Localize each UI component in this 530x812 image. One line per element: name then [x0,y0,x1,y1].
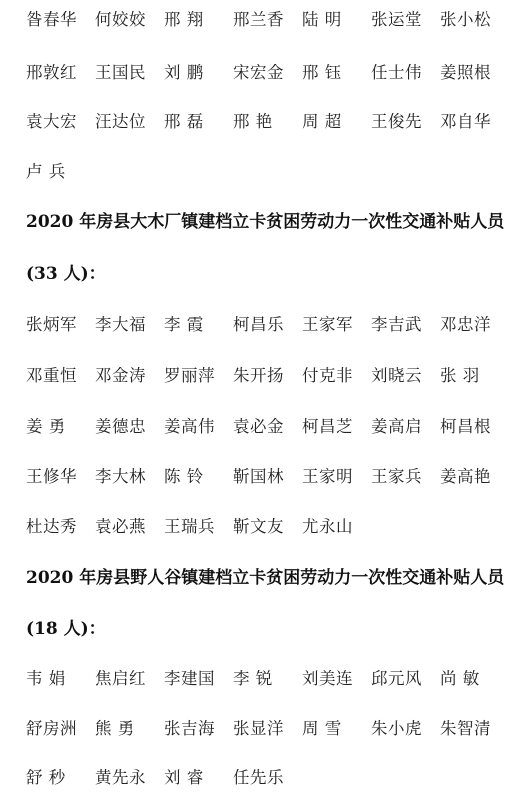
person-name: 李吉武 [371,315,422,334]
name-row [26,61,509,85]
person-name: 焦启红 [95,669,146,688]
section-count: (18 人)： [26,619,106,639]
person-name: 张炳军 [26,315,77,334]
person-name: 陈 铃 [164,467,204,486]
person-name: 柯昌根 [440,417,491,436]
person-name: 刘 睿 [164,768,204,787]
person-name: 姜高艳 [440,467,491,486]
name-row [26,110,509,134]
person-name: 张小松 [440,10,491,29]
person-name: 刘美连 [302,669,353,688]
person-name: 邢敦红 [26,63,77,82]
name-row [26,415,509,439]
person-name: 陆 明 [302,10,342,29]
person-name: 刘晓云 [371,366,422,385]
person-name: 姜德忠 [95,417,146,436]
person-name: 舒房洲 [26,719,77,738]
person-name: 姜照根 [440,63,491,82]
person-name: 张显洋 [233,719,284,738]
person-name: 尚 敏 [440,669,480,688]
section-title: 2020 年房县大木厂镇建档立卡贫困劳动力一次性交通补贴人员 [26,212,505,232]
person-name: 靳国林 [233,467,284,486]
person-name: 李大福 [95,315,146,334]
person-name: 姜 勇 [26,417,66,436]
person-name: 任先乐 [233,768,284,787]
person-name: 付克非 [302,366,353,385]
person-name: 王国民 [95,63,146,82]
person-name: 邓重恒 [26,366,77,385]
person-name: 柯昌乐 [233,315,284,334]
person-name: 周 超 [302,112,342,131]
person-name: 昝春华 [26,10,77,29]
person-name: 任士伟 [371,63,422,82]
person-name: 李 霞 [164,315,204,334]
person-name: 尤永山 [302,517,353,536]
name-row [26,160,95,184]
person-name: 黄先永 [95,768,146,787]
person-name: 朱开扬 [233,366,284,385]
person-name: 王瑞兵 [164,517,215,536]
person-name: 王家兵 [371,467,422,486]
person-name: 邓金涛 [95,366,146,385]
person-name: 王家明 [302,467,353,486]
name-row [26,515,371,539]
name-row [26,766,302,790]
person-name: 李 锐 [233,669,273,688]
person-name: 周 雪 [302,719,342,738]
person-name: 王修华 [26,467,77,486]
name-row [26,667,509,691]
person-name: 何姣姣 [95,10,146,29]
person-name: 邢 钰 [302,63,342,82]
name-row [26,364,509,388]
person-name: 杜达秀 [26,517,77,536]
person-name: 舒 秒 [26,768,66,787]
name-row [26,717,509,741]
section-title: 2020 年房县野人谷镇建档立卡贫困劳动力一次性交通补贴人员 [26,568,505,588]
name-row [26,465,509,489]
person-name: 刘 鹏 [164,63,204,82]
person-name: 熊 勇 [95,719,135,738]
person-name: 袁大宏 [26,112,77,131]
person-name: 罗丽萍 [164,366,215,385]
person-name: 靳文友 [233,517,284,536]
person-name: 邓自华 [440,112,491,131]
person-name: 李建国 [164,669,215,688]
person-name: 邢 磊 [164,112,204,131]
name-row [26,8,509,32]
person-name: 张吉海 [164,719,215,738]
person-name: 袁必金 [233,417,284,436]
person-name: 朱智清 [440,719,491,738]
person-name: 韦 娟 [26,669,66,688]
person-name: 张 羽 [440,366,480,385]
person-name: 汪达位 [95,112,146,131]
person-name: 朱小虎 [371,719,422,738]
person-name: 邢 艳 [233,112,273,131]
name-row [26,313,509,337]
person-name: 姜高伟 [164,417,215,436]
person-name: 李大林 [95,467,146,486]
person-name: 邓忠洋 [440,315,491,334]
person-name: 王俊先 [371,112,422,131]
section-count: (33 人)： [26,264,106,284]
person-name: 张运堂 [371,10,422,29]
person-name: 邱元风 [371,669,422,688]
person-name: 宋宏金 [233,63,284,82]
person-name: 柯昌芝 [302,417,353,436]
person-name: 邢 翔 [164,10,204,29]
person-name: 卢 兵 [26,162,66,181]
person-name: 王家军 [302,315,353,334]
person-name: 邢兰香 [233,10,284,29]
person-name: 姜高启 [371,417,422,436]
person-name: 袁必燕 [95,517,146,536]
